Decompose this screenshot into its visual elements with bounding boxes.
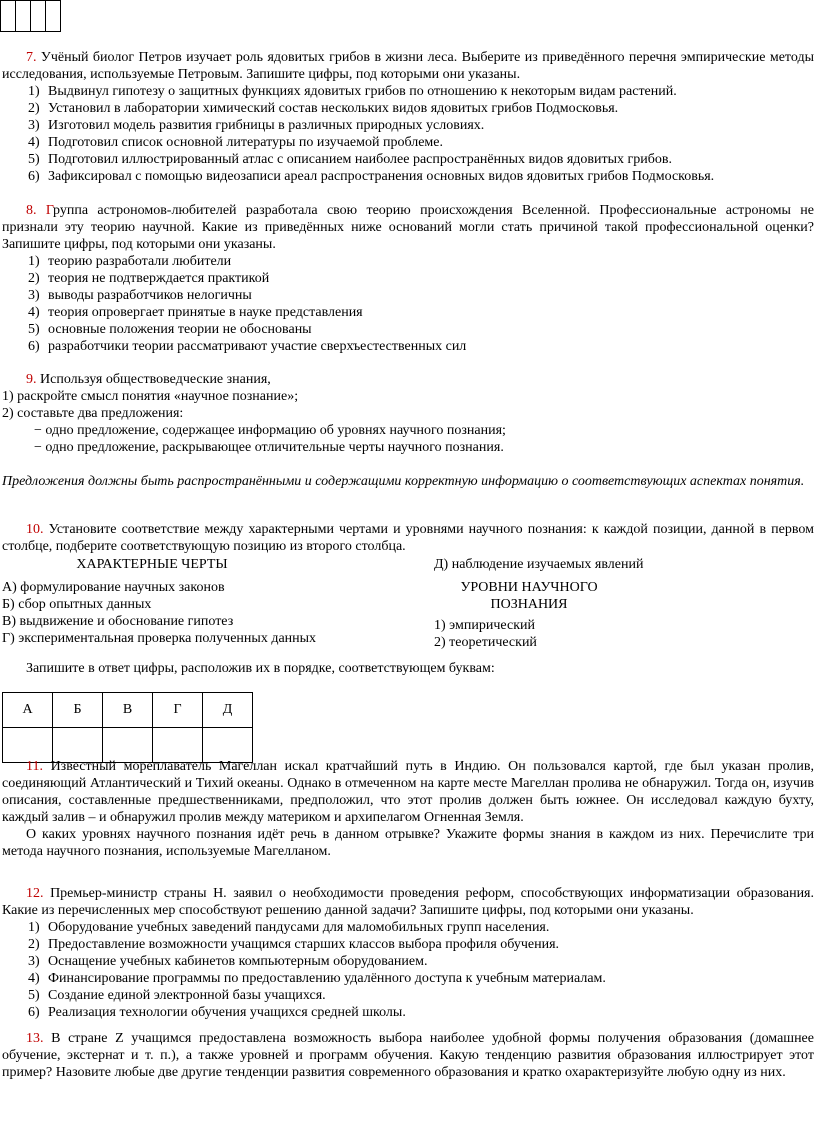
list-item: 4) Финансирование программы по предоставлению удалённого доступа к учебным материалам. [28, 971, 606, 986]
table-header-cell: Г [153, 693, 203, 728]
list-item: 3) Оснащение учебных кабинетов компьютерным оборудованием. [28, 954, 428, 969]
answer-instruction: Запишите в ответ цифры, расположив их в порядке, соответствующем буквам: [26, 661, 495, 676]
question-number: 9. [26, 372, 37, 387]
answer-cell [16, 1, 31, 31]
question-9 [2, 371, 814, 490]
answer-cell [31, 1, 46, 31]
list-item: 1) эмпирический [434, 618, 535, 633]
question-text: Учёный биолог Петров изучает роль ядовитых грибов в жизни леса. Выберите из приведённого перечня эмпирические методы исследования, используемые Петровым. Запишите цифры, под которыми они указаны. [2, 50, 814, 82]
list-item: 1) Выдвинул гипотезу о защитных функциях ядовитых грибов по отношению к некоторым видам растений. [28, 84, 677, 99]
list-item: 6) разработчики теории рассматривают участие сверхъестественных сил [28, 339, 467, 354]
list-item: В) выдвижение и обоснование гипотез [2, 614, 234, 629]
list-item: Г) экспериментальная проверка полученных данных [2, 631, 317, 646]
list-item: 1) Оборудование учебных заведений пандусами для маломобильных групп населения. [28, 920, 550, 935]
question-number: 12. [26, 886, 44, 901]
list-item: 2) Предоставление возможности учащимся старших классов выбора профиля обучения. [28, 937, 560, 952]
task-note: Предложения должны быть распространёнными и содержащими корректную информацию о соответствующих аспектах понятия. [2, 474, 805, 489]
question-text: Установите соответствие между характерными чертами и уровнями научного познания: к каждой позиции, данной в первом столбце, подберите соответствующую позицию из второго столбца. [2, 522, 814, 554]
options-list [2, 919, 814, 1021]
question-text: Известный мореплаватель Магеллан искал кратчайший путь в Индию. Он пользовался картой, где был указан пролив, соединяющий Атлантический и Тихий океаны. Однако в отмеченном на карте месте Магеллан пролива не обнаружил. Тогда он, изучив описания, составленные предшественниками, предположил, что этот пролив должен быть южнее. Он исследовал каждую бухту, каждый залив – и обнаружил пролив между материком и архипелагом Огненная Земля. [2, 759, 815, 825]
list-item: 4) Подготовил список основной литературы по изучаемой проблеме. [28, 135, 444, 150]
table-header-cell: В [103, 693, 153, 728]
list-item: 2) теория не подтверждается практикой [28, 271, 270, 286]
column-header: УРОВНИ НАУЧНОГО [460, 580, 598, 595]
list-item: 4) теория опровергает принятые в науке представления [28, 305, 363, 320]
answer-table [2, 692, 253, 763]
list-item: 5) Создание единой электронной базы учащихся. [28, 988, 326, 1003]
question-text: руппа астрономов-любителей разработала свою теорию происхождения Вселенной. Профессиональные астрономы не признали эту теорию научной. Какие из приведённых ниже оснований могли стать причиной такой профессиональной оценки? Запишите цифры, под которыми они указаны. [2, 203, 814, 252]
list-item: 2) Установил в лаборатории химический состав нескольких видов ядовитых грибов Подмосковья. [28, 101, 619, 116]
question-number: 8. Г [26, 203, 54, 218]
question-number: 7. [26, 50, 37, 65]
question-text: В стране Z учащимся предоставлена возможность выбора наиболее удобной формы получения образования (домашнее обучение, экстернат и т. п.), а также уровней и программ обучения. Какую тенденцию развития образования иллюстрирует этот пример? Назовите любые две другие тенденции развития современного образования и кратко охарактеризуйте любую одну из них. [2, 1031, 814, 1080]
list-item: Б) сбор опытных данных [2, 597, 152, 612]
table-header-cell: Д [203, 693, 253, 728]
question-10 [2, 521, 814, 555]
question-prompt: О каких уровнях научного познания идёт речь в данном отрывке? Укажите формы знания в каждом из них. Перечислите три метода научного познания, используемые Магелланом. [2, 827, 814, 859]
list-item: 6) Реализация технологии обучения учащихся средней школы. [28, 1005, 406, 1020]
question-12 [2, 885, 814, 1021]
task-line: 1) раскройте смысл понятия «научное познание»; [2, 389, 299, 404]
list-item: 3) выводы разработчиков нелогичны [28, 288, 252, 303]
question-7 [2, 49, 814, 185]
question-number: 10. [26, 522, 44, 537]
list-item: 5) основные положения теории не обоснованы [28, 322, 312, 337]
list-item: 2) теоретический [434, 635, 537, 650]
question-text: Используя обществоведческие знания, [40, 372, 271, 387]
list-item: Д) наблюдение изучаемых явлений [434, 557, 644, 572]
column-header: ХАРАКТЕРНЫЕ ЧЕРТЫ [76, 557, 228, 572]
levels-column [434, 556, 814, 651]
question-8 [2, 202, 814, 355]
list-item: 5) Подготовил иллюстрированный атлас с описанием наиболее распространённых видов ядовитых грибов. [28, 152, 673, 167]
list-item: 3) Изготовил модель развития грибницы в различных природных условиях. [28, 118, 485, 133]
options-list [2, 83, 814, 185]
answer-cells [0, 0, 61, 32]
table-header-cell: Б [53, 693, 103, 728]
table-row [3, 693, 253, 728]
list-item: 6) Зафиксировал с помощью видеозаписи ареал распространения основных видов ядовитых грибов Подмосковья. [28, 169, 715, 184]
question-text: Премьер-министр страны Н. заявил о необходимости проведения реформ, способствующих информатизации образования. Какие из перечисленных мер способствуют решению данной задачи? Запишите цифры, под которыми они указаны. [2, 886, 815, 918]
task-line: 2) составьте два предложения: [2, 406, 184, 421]
list-item: А) формулирование научных законов [2, 580, 225, 595]
options-list [2, 253, 814, 355]
question-11 [2, 758, 814, 860]
answer-cell [1, 1, 16, 31]
task-subline: − одно предложение, раскрывающее отличительные черты научного познания. [34, 440, 504, 455]
question-13 [2, 1030, 814, 1081]
task-subline: − одно предложение, содержащее информацию об уровнях научного познания; [34, 423, 506, 438]
answer-cell [46, 1, 60, 31]
table-header-cell: А [3, 693, 53, 728]
question-number: 11. [26, 759, 43, 774]
list-item: 1) теорию разработали любители [28, 254, 232, 269]
column-header: ПОЗНАНИЯ [490, 597, 568, 612]
question-number: 13. [26, 1031, 44, 1046]
